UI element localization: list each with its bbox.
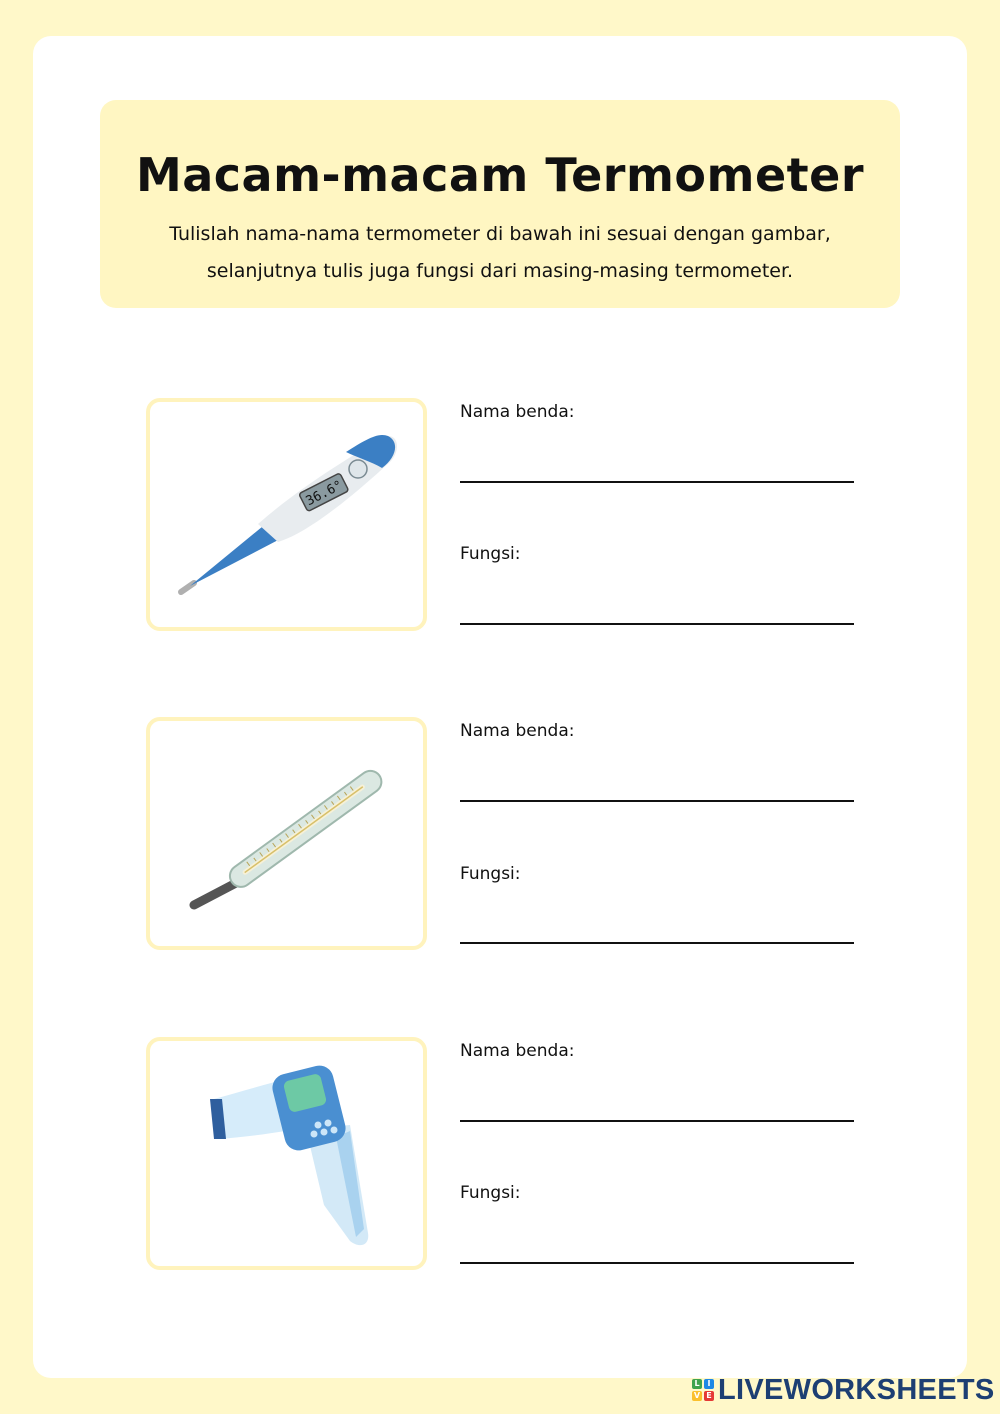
name-label-1: Nama benda:: [460, 402, 575, 422]
digital-display-reading: 36.6°: [303, 478, 346, 510]
page-title: Macam-macam Termometer: [135, 148, 865, 202]
liveworksheets-logo[interactable]: [692, 1373, 995, 1407]
instructions-line-2: selanjutnya tulis juga fungsi dari masing-masing termometer.: [206, 260, 794, 282]
function-answer-line-1[interactable]: [460, 623, 854, 625]
function-label-2: Fungsi:: [460, 864, 521, 884]
infrared-thermometer-icon: [150, 1041, 423, 1266]
image-frame-infrared-thermometer: [146, 1037, 427, 1270]
name-label-2: Nama benda:: [460, 721, 575, 741]
name-label-3: Nama benda:: [460, 1041, 575, 1061]
function-label-1: Fungsi:: [460, 544, 521, 564]
name-answer-line-2[interactable]: [460, 800, 854, 802]
instructions: [120, 216, 880, 290]
image-frame-digital-thermometer: [146, 398, 427, 631]
digital-thermometer-icon: [150, 402, 423, 627]
liveworksheets-wordmark: LIVEWORKSHEETS: [718, 1373, 995, 1406]
name-answer-line-3[interactable]: [460, 1120, 854, 1122]
glass-thermometer-icon: [150, 721, 423, 946]
name-answer-line-1[interactable]: [460, 481, 854, 483]
image-frame-glass-thermometer: [146, 717, 427, 950]
function-label-3: Fungsi:: [460, 1183, 521, 1203]
header-banner: [100, 100, 900, 308]
liveworksheets-mark-icon: L I V E: [692, 1379, 714, 1401]
function-answer-line-2[interactable]: [460, 942, 854, 944]
function-answer-line-3[interactable]: [460, 1262, 854, 1264]
instructions-line-1: Tulislah nama-nama termometer di bawah ini sesuai dengan gambar,: [169, 223, 831, 245]
